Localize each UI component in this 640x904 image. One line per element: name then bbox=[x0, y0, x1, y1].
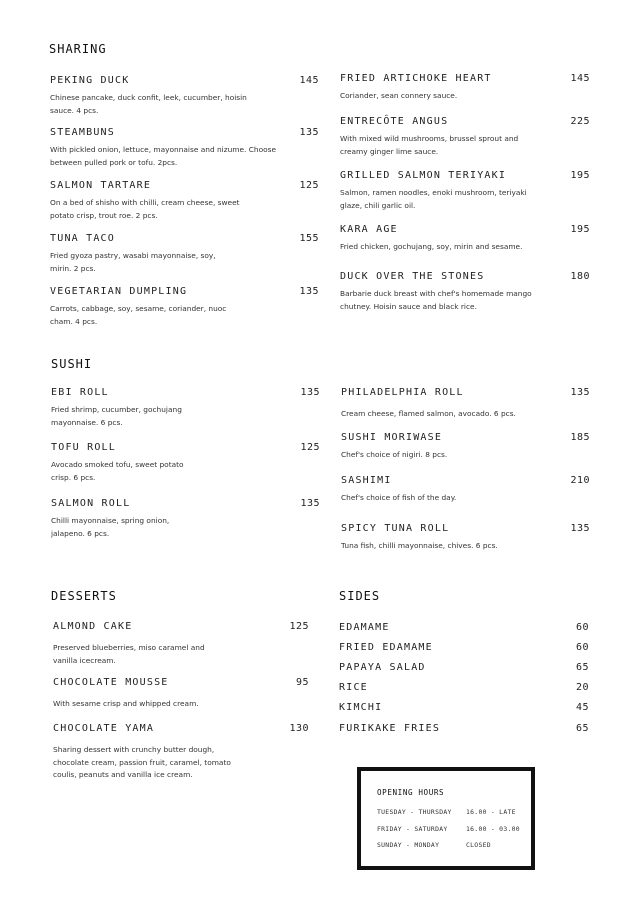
item-price: 225 bbox=[570, 116, 590, 127]
hours-days: SUNDAY - MONDAY bbox=[377, 841, 440, 849]
item-name: KARA AGE bbox=[340, 224, 398, 235]
item-description: With pickled onion, lettuce, mayonnaise and nizume. Choose between pulled pork or tofu. 2pcs. bbox=[50, 145, 277, 167]
item-description: Preserved blueberries, miso caramel and vanilla icecream. bbox=[53, 643, 205, 665]
hours-time: CLOSED bbox=[466, 841, 491, 849]
item-name: TOFU ROLL bbox=[51, 442, 116, 453]
item-price: 145 bbox=[570, 73, 590, 84]
item-description: Fried gyoza pastry, wasabi mayonnaise, soy, mirin. 2 pcs. bbox=[50, 251, 216, 273]
hours-time: 16.00 - 03.00 bbox=[466, 825, 520, 833]
hours-time: 16.00 - LATE bbox=[466, 808, 516, 816]
item-description: Fried shrimp, cucumber, gochujang mayonnaise. 6 pcs. bbox=[51, 405, 182, 427]
item-name: SASHIMI bbox=[341, 475, 392, 486]
item-description: Salmon, ramen noodles, enoki mushroom, teriyaki glaze, chili garlic oil. bbox=[340, 188, 527, 210]
item-name: FRIED ARTICHOKE HEART bbox=[340, 73, 492, 84]
section-title-desserts: DESSERTS bbox=[51, 589, 117, 603]
item-description: Fried chicken, gochujang, soy, mirin and sesame. bbox=[340, 242, 523, 251]
item-description: Coriander, sean connery sauce. bbox=[340, 91, 458, 100]
item-price: 65 bbox=[575, 662, 589, 673]
hours-days: FRIDAY - SATURDAY bbox=[377, 825, 448, 833]
item-name: SALMON TARTARE bbox=[50, 180, 152, 191]
item-name: FRIED EDAMAME bbox=[339, 642, 433, 653]
hours-row bbox=[377, 841, 525, 851]
item-description: Carrots, cabbage, soy, sesame, coriander, nuoc cham. 4 pcs. bbox=[50, 304, 227, 326]
hours-row bbox=[377, 808, 525, 818]
item-price: 135 bbox=[300, 387, 320, 398]
item-description: Sharing dessert with crunchy butter dough, chocolate cream, passion fruit, caramel, tomato coulis, peanuts and vanilla ice cream. bbox=[53, 745, 231, 779]
item-name: CHOCOLATE YAMA bbox=[53, 723, 155, 734]
item-price: 180 bbox=[570, 271, 590, 282]
item-price: 135 bbox=[299, 286, 319, 297]
item-name: EDAMAME bbox=[339, 622, 390, 633]
item-price: 135 bbox=[300, 498, 320, 509]
item-description: Chinese pancake, duck confit, leek, cucumber, hoisin sauce. 4 pcs. bbox=[50, 93, 247, 115]
item-price: 135 bbox=[299, 127, 319, 138]
item-price: 135 bbox=[570, 387, 590, 398]
item-description: With mixed wild mushrooms, brussel sprout and creamy ginger lime sauce. bbox=[340, 134, 519, 156]
item-description: Chilli mayonnaise, spring onion, jalapeno. 6 pcs. bbox=[51, 516, 170, 538]
item-name: KIMCHI bbox=[339, 702, 383, 713]
item-name: SPICY TUNA ROLL bbox=[341, 523, 450, 534]
item-price: 20 bbox=[575, 682, 589, 693]
item-name: GRILLED SALMON TERIYAKI bbox=[340, 170, 507, 181]
section-title-sharing: SHARING bbox=[49, 42, 107, 56]
item-name: ALMOND CAKE bbox=[53, 621, 133, 632]
item-description: Tuna fish, chilli mayonnaise, chives. 6 pcs. bbox=[341, 541, 498, 550]
item-name: ENTRECÔTE ANGUS bbox=[340, 116, 449, 127]
item-description: On a bed of shisho with chilli, cream cheese, sweet potato crisp, trout roe. 2 pcs. bbox=[50, 198, 240, 220]
sides-column bbox=[339, 622, 589, 742]
item-name: EBI ROLL bbox=[51, 387, 109, 398]
item-price: 195 bbox=[570, 224, 590, 235]
item-name: TUNA TACO bbox=[50, 233, 115, 244]
item-price: 155 bbox=[299, 233, 319, 244]
item-name: FURIKAKE FRIES bbox=[339, 723, 441, 734]
item-description: Cream cheese, flamed salmon, avocado. 6 pcs. bbox=[341, 409, 516, 418]
section-title-sushi: SUSHI bbox=[51, 357, 93, 371]
item-description: Barbarie duck breast with chef's homemade mango chutney. Hoisin sauce and black rice. bbox=[340, 289, 532, 311]
item-price: 65 bbox=[575, 723, 589, 734]
item-price: 45 bbox=[575, 702, 589, 713]
item-name: SUSHI MORIWASE bbox=[341, 432, 443, 443]
item-price: 135 bbox=[570, 523, 590, 534]
section-title-sides: SIDES bbox=[339, 589, 381, 603]
item-description: Avocado smoked tofu, sweet potato crisp. 6 pcs. bbox=[51, 460, 184, 482]
item-name: VEGETARIAN DUMPLING bbox=[50, 286, 188, 297]
opening-hours-box bbox=[357, 767, 535, 870]
opening-hours-title: OPENING HOURS bbox=[377, 788, 445, 797]
item-description: Chef's choice of nigiri. 8 pcs. bbox=[341, 450, 448, 459]
item-name: PHILADELPHIA ROLL bbox=[341, 387, 464, 398]
item-price: 125 bbox=[300, 442, 320, 453]
item-price: 145 bbox=[299, 75, 319, 86]
item-price: 125 bbox=[289, 621, 309, 632]
item-price: 210 bbox=[570, 475, 590, 486]
item-name: PEKING DUCK bbox=[50, 75, 130, 86]
item-price: 185 bbox=[570, 432, 590, 443]
item-price: 60 bbox=[575, 642, 589, 653]
item-name: CHOCOLATE MOUSSE bbox=[53, 677, 169, 688]
item-price: 195 bbox=[570, 170, 590, 181]
item-description: With sesame crisp and whipped cream. bbox=[53, 699, 199, 708]
item-name: SALMON ROLL bbox=[51, 498, 131, 509]
hours-row bbox=[377, 825, 525, 835]
item-name: STEAMBUNS bbox=[50, 127, 115, 138]
item-description: Chef's choice of fish of the day. bbox=[341, 493, 457, 502]
item-name: RICE bbox=[339, 682, 368, 693]
item-name: DUCK OVER THE STONES bbox=[340, 271, 485, 282]
item-price: 60 bbox=[575, 622, 589, 633]
item-name: PAPAYA SALAD bbox=[339, 662, 426, 673]
item-price: 95 bbox=[295, 677, 309, 688]
item-price: 130 bbox=[289, 723, 309, 734]
hours-days: TUESDAY - THURSDAY bbox=[377, 808, 452, 816]
item-price: 125 bbox=[299, 180, 319, 191]
